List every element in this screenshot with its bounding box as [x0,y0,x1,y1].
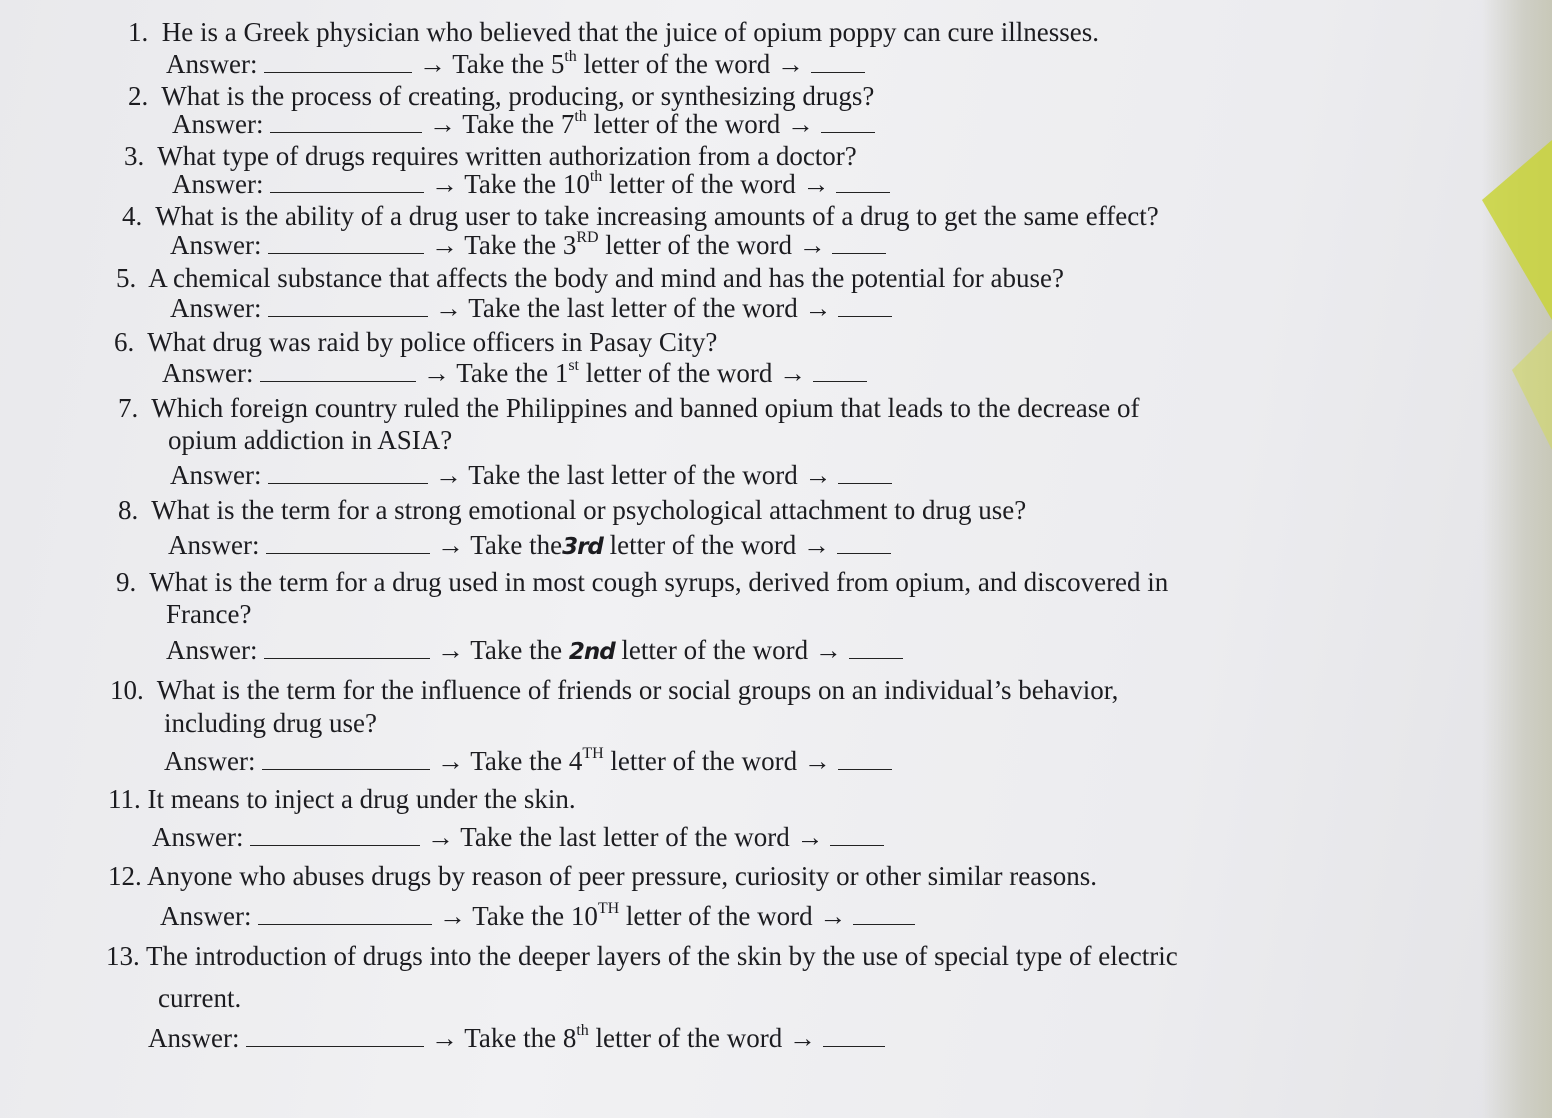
question-1 [128,16,1099,49]
answer-row-2 [172,108,875,141]
question-number: 13. [106,941,140,971]
answer-label: Answer: [164,746,256,776]
letter-blank[interactable] [811,52,865,73]
question-text: Which foreign country ruled the Philippines and banned opium that leads to the decrease of [151,393,1140,423]
answer-row-11 [152,821,884,854]
answer-blank[interactable] [250,825,420,846]
take-instruction: → Take the [418,49,545,79]
answer-label: Answer: [160,901,252,931]
take-instruction: → Take the [430,230,557,260]
instruction-rest: letter of the word → [610,746,831,776]
ordinal-number: 10 [562,169,590,199]
question-text: He is a Greek physician who believed that the juice of opium poppy can cure illnesses. [161,17,1099,47]
answer-label: Answer: [168,530,260,560]
answer-row-1 [166,48,865,81]
question-9-line-2 [166,598,251,631]
question-7 [118,392,1139,425]
letter-blank[interactable] [837,533,891,554]
answer-row-13 [148,1022,885,1055]
letter-blank[interactable] [832,233,886,254]
answer-blank[interactable] [268,296,428,317]
instruction-rest: letter of the word → [595,1023,816,1053]
handwritten-ordinal: 3rd [562,534,603,560]
ordinal-suffix: th [576,1022,589,1039]
question-7-line-2 [168,424,452,457]
ordinal-suffix: th [589,168,603,185]
take-instruction: → Take the [436,635,563,665]
question-text: It means to inject a drug under the skin. [147,784,576,814]
answer-label: Answer: [152,822,244,852]
letter-blank[interactable] [813,361,867,382]
question-number: 12. [108,861,142,891]
answer-label: Answer: [166,49,258,79]
answer-row-7 [170,459,892,492]
ordinal-suffix: th [564,48,577,65]
letter-blank[interactable] [836,172,890,193]
question-number: 11. [108,784,141,814]
answer-row-5 [170,292,892,325]
letter-blank[interactable] [853,904,915,925]
take-instruction: → Take the [438,901,565,931]
answer-blank[interactable] [246,1026,424,1047]
question-text-continued: including drug use? [164,708,377,738]
answer-row-3 [172,168,890,201]
answer-row-9 [166,634,903,669]
question-text: What type of drugs requires written authorization from a doctor? [157,141,857,171]
question-number: 9. [116,567,137,597]
question-text: What is the term for a strong emotional or psychological attachment to drug use? [151,495,1027,525]
ordinal-suffix: st [568,357,579,374]
question-number: 1. [128,17,149,47]
question-6 [114,326,717,359]
letter-blank[interactable] [849,638,903,659]
answer-blank[interactable] [270,172,424,193]
question-11 [108,783,576,816]
answer-blank[interactable] [268,463,428,484]
answer-label: Answer: [170,293,262,323]
question-number: 8. [118,495,139,525]
ordinal-suffix: TH [582,745,604,762]
question-13 [106,940,1178,973]
ordinal-number: 7 [560,109,575,139]
ordinal-number: 3 [562,230,577,260]
instruction-rest: letter of the word → [625,901,847,931]
instruction-rest: letter of the word → [605,230,826,260]
take-instruction: → Take the last letter of the word → [434,293,832,323]
ordinal-suffix: th [574,108,587,125]
answer-blank[interactable] [270,112,422,133]
answer-row-4 [170,229,886,262]
answer-label: Answer: [172,169,264,199]
question-text: What is the term for the influence of friends or social groups on an individual’s behavior, [156,675,1119,705]
question-13-line-2 [158,982,241,1015]
take-instruction: → Take the [430,1023,557,1053]
letter-blank[interactable] [830,825,884,846]
green-paper-corner [1482,140,1552,320]
answer-label: Answer: [170,230,262,260]
letter-blank[interactable] [821,112,875,133]
question-9 [116,566,1168,599]
instruction-rest: letter of the word → [621,635,842,665]
answer-label: Answer: [166,635,258,665]
answer-label: Answer: [148,1023,240,1053]
answer-blank[interactable] [264,52,412,73]
ordinal-number: 10 [570,901,598,931]
answer-row-8 [168,529,891,564]
answer-row-10 [164,745,892,778]
instruction-rest: letter of the word → [585,358,807,388]
take-instruction: → Take the [436,530,563,560]
question-text: Anyone who abuses drugs by reason of peer pressure, curiosity or other similar reasons. [147,861,1098,891]
question-number: 5. [116,263,137,293]
instruction-rest: letter of the word → [593,109,814,139]
instruction-rest: letter of the word → [609,169,830,199]
question-number: 7. [118,393,139,423]
question-text: A chemical substance that affects the body and mind and has the potential for abuse? [148,263,1064,293]
take-instruction: → Take the [436,746,563,776]
question-5 [116,262,1064,295]
take-instruction: → Take the last letter of the word → [434,460,832,490]
ordinal-suffix: TH [597,900,620,917]
answer-label: Answer: [170,460,262,490]
ordinal-suffix: RD [576,229,599,246]
question-8 [118,494,1026,527]
ordinal-number: 8 [562,1023,577,1053]
question-text-continued: current. [158,983,242,1013]
question-text-continued: opium addiction in ASIA? [168,425,453,455]
instruction-rest: letter of the word → [583,49,804,79]
question-text: What is the process of creating, producing, or synthesizing drugs? [161,81,875,111]
take-instruction: → Take the [422,358,549,388]
question-text: What drug was raid by police officers in Pasay City? [147,327,718,357]
letter-blank[interactable] [838,749,892,770]
take-instruction: → Take the last letter of the word → [426,822,824,852]
question-10 [110,674,1118,707]
question-10-line-2 [164,707,377,740]
question-text: The introduction of drugs into the deeper layers of the skin by the use of special type of electric [146,941,1178,971]
green-paper-corner-2 [1512,330,1552,450]
answer-blank[interactable] [268,233,424,254]
ordinal-number: 5 [550,49,565,79]
letter-blank[interactable] [838,296,892,317]
question-number: 6. [114,327,135,357]
letter-blank[interactable] [838,463,892,484]
answer-blank[interactable] [260,361,416,382]
answer-blank[interactable] [258,904,432,925]
answer-row-6 [162,357,867,390]
question-text-continued: France? [166,599,252,629]
ordinal-number: 1 [554,358,569,388]
question-number: 3. [124,141,145,171]
question-number: 2. [128,81,149,111]
handwritten-ordinal: 2nd [568,639,615,665]
question-number: 4. [122,201,143,231]
letter-blank[interactable] [823,1026,885,1047]
answer-row-12 [160,900,915,933]
answer-label: Answer: [172,109,264,139]
answer-label: Answer: [162,358,254,388]
question-number: 10. [110,675,144,705]
take-instruction: → Take the [430,169,557,199]
take-instruction: → Take the [428,109,555,139]
answer-blank[interactable] [266,533,430,554]
answer-blank[interactable] [264,638,430,659]
instruction-rest: letter of the word → [609,530,831,560]
question-text: What is the term for a drug used in most cough syrups, derived from opium, and discovered in [149,567,1169,597]
question-12 [108,860,1097,893]
answer-blank[interactable] [262,749,430,770]
question-text: What is the ability of a drug user to take increasing amounts of a drug to get the same effect? [155,201,1159,231]
ordinal-number: 4 [568,746,583,776]
